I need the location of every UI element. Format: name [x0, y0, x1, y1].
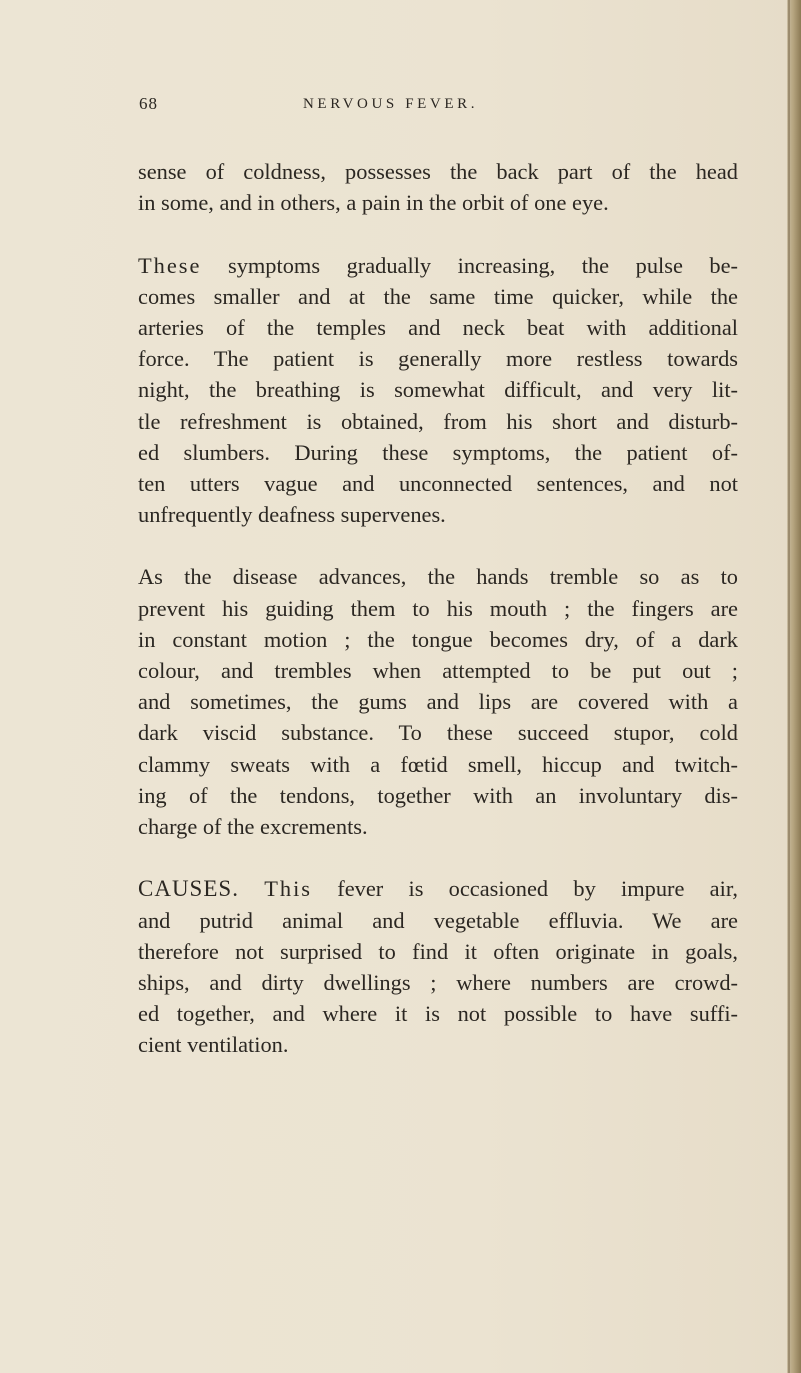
text-line: colour, and trembles when attempted to be put out ; [138, 658, 738, 683]
running-head: NERVOUS FEVER. [303, 96, 479, 112]
paragraph-gap [138, 530, 738, 561]
text-line: charge of the excrements. [138, 813, 368, 839]
text-line: unfrequently deafness supervenes. [138, 502, 446, 528]
text-line-rest: fever is occasioned by impure air, [312, 876, 738, 902]
text-line: ing of the tendons, together with an involuntary dis- [138, 782, 738, 808]
paragraph-lead-word: This [264, 876, 313, 902]
text-line: ten utters vague and unconnected sentences, and not [138, 470, 738, 496]
paragraph-gap [138, 218, 738, 249]
text-line: ed together, and where it is not possible to have suffi- [138, 1001, 738, 1027]
text-line: prevent his guiding them to his mouth ; the fingers are [138, 595, 738, 621]
text-line: night, the breathing is somewhat difficult, and very lit- [138, 377, 738, 403]
text-line [138, 873, 738, 904]
paragraph [138, 156, 738, 218]
section-heading: CAUSES. [138, 876, 239, 902]
body-text [138, 156, 738, 1060]
text-line: and putrid animal and vegetable effluvia. We are [138, 907, 738, 933]
text-line: therefore not surprised to find it often originate in goals, [138, 938, 738, 964]
page-header [0, 94, 801, 118]
text-line: arteries of the temples and neck beat with additional [138, 314, 738, 340]
text-line-rest: symptoms gradually increasing, the pulse be- [201, 252, 738, 278]
text-line: in constant motion ; the tongue becomes dry, of a dark [138, 626, 738, 652]
paragraph-gap [138, 842, 738, 873]
paragraph [138, 250, 738, 531]
text-line: cient ventilation. [138, 1032, 289, 1058]
text-line: tle refreshment is obtained, from his short and disturb- [138, 408, 738, 434]
text-line: in some, and in others, a pain in the orbit of one eye. [138, 190, 609, 216]
page-binding-line [788, 0, 790, 1373]
text-line: ed slumbers. During these symptoms, the patient of- [138, 439, 738, 465]
paragraph [138, 561, 738, 842]
page-number: 68 [139, 94, 158, 113]
text-line: comes smaller and at the same time quicker, while the [138, 283, 738, 309]
text-line: clammy sweats with a fœtid smell, hiccup and twitch- [138, 751, 738, 777]
paragraph-lead-word: These [138, 252, 202, 278]
text-line: force. The patient is generally more restless towards [138, 346, 738, 372]
paragraph [138, 873, 738, 1060]
text-line: and sometimes, the gums and lips are covered with a [138, 689, 738, 715]
text-line: sense of coldness, possesses the back part of the head [138, 159, 738, 184]
text-line: ships, and dirty dwellings ; where numbers are crowd- [138, 969, 738, 995]
text-line [138, 250, 738, 281]
text-line: As the disease advances, the hands tremble so as to [138, 564, 738, 590]
text-line: dark viscid substance. To these succeed stupor, cold [138, 720, 738, 746]
